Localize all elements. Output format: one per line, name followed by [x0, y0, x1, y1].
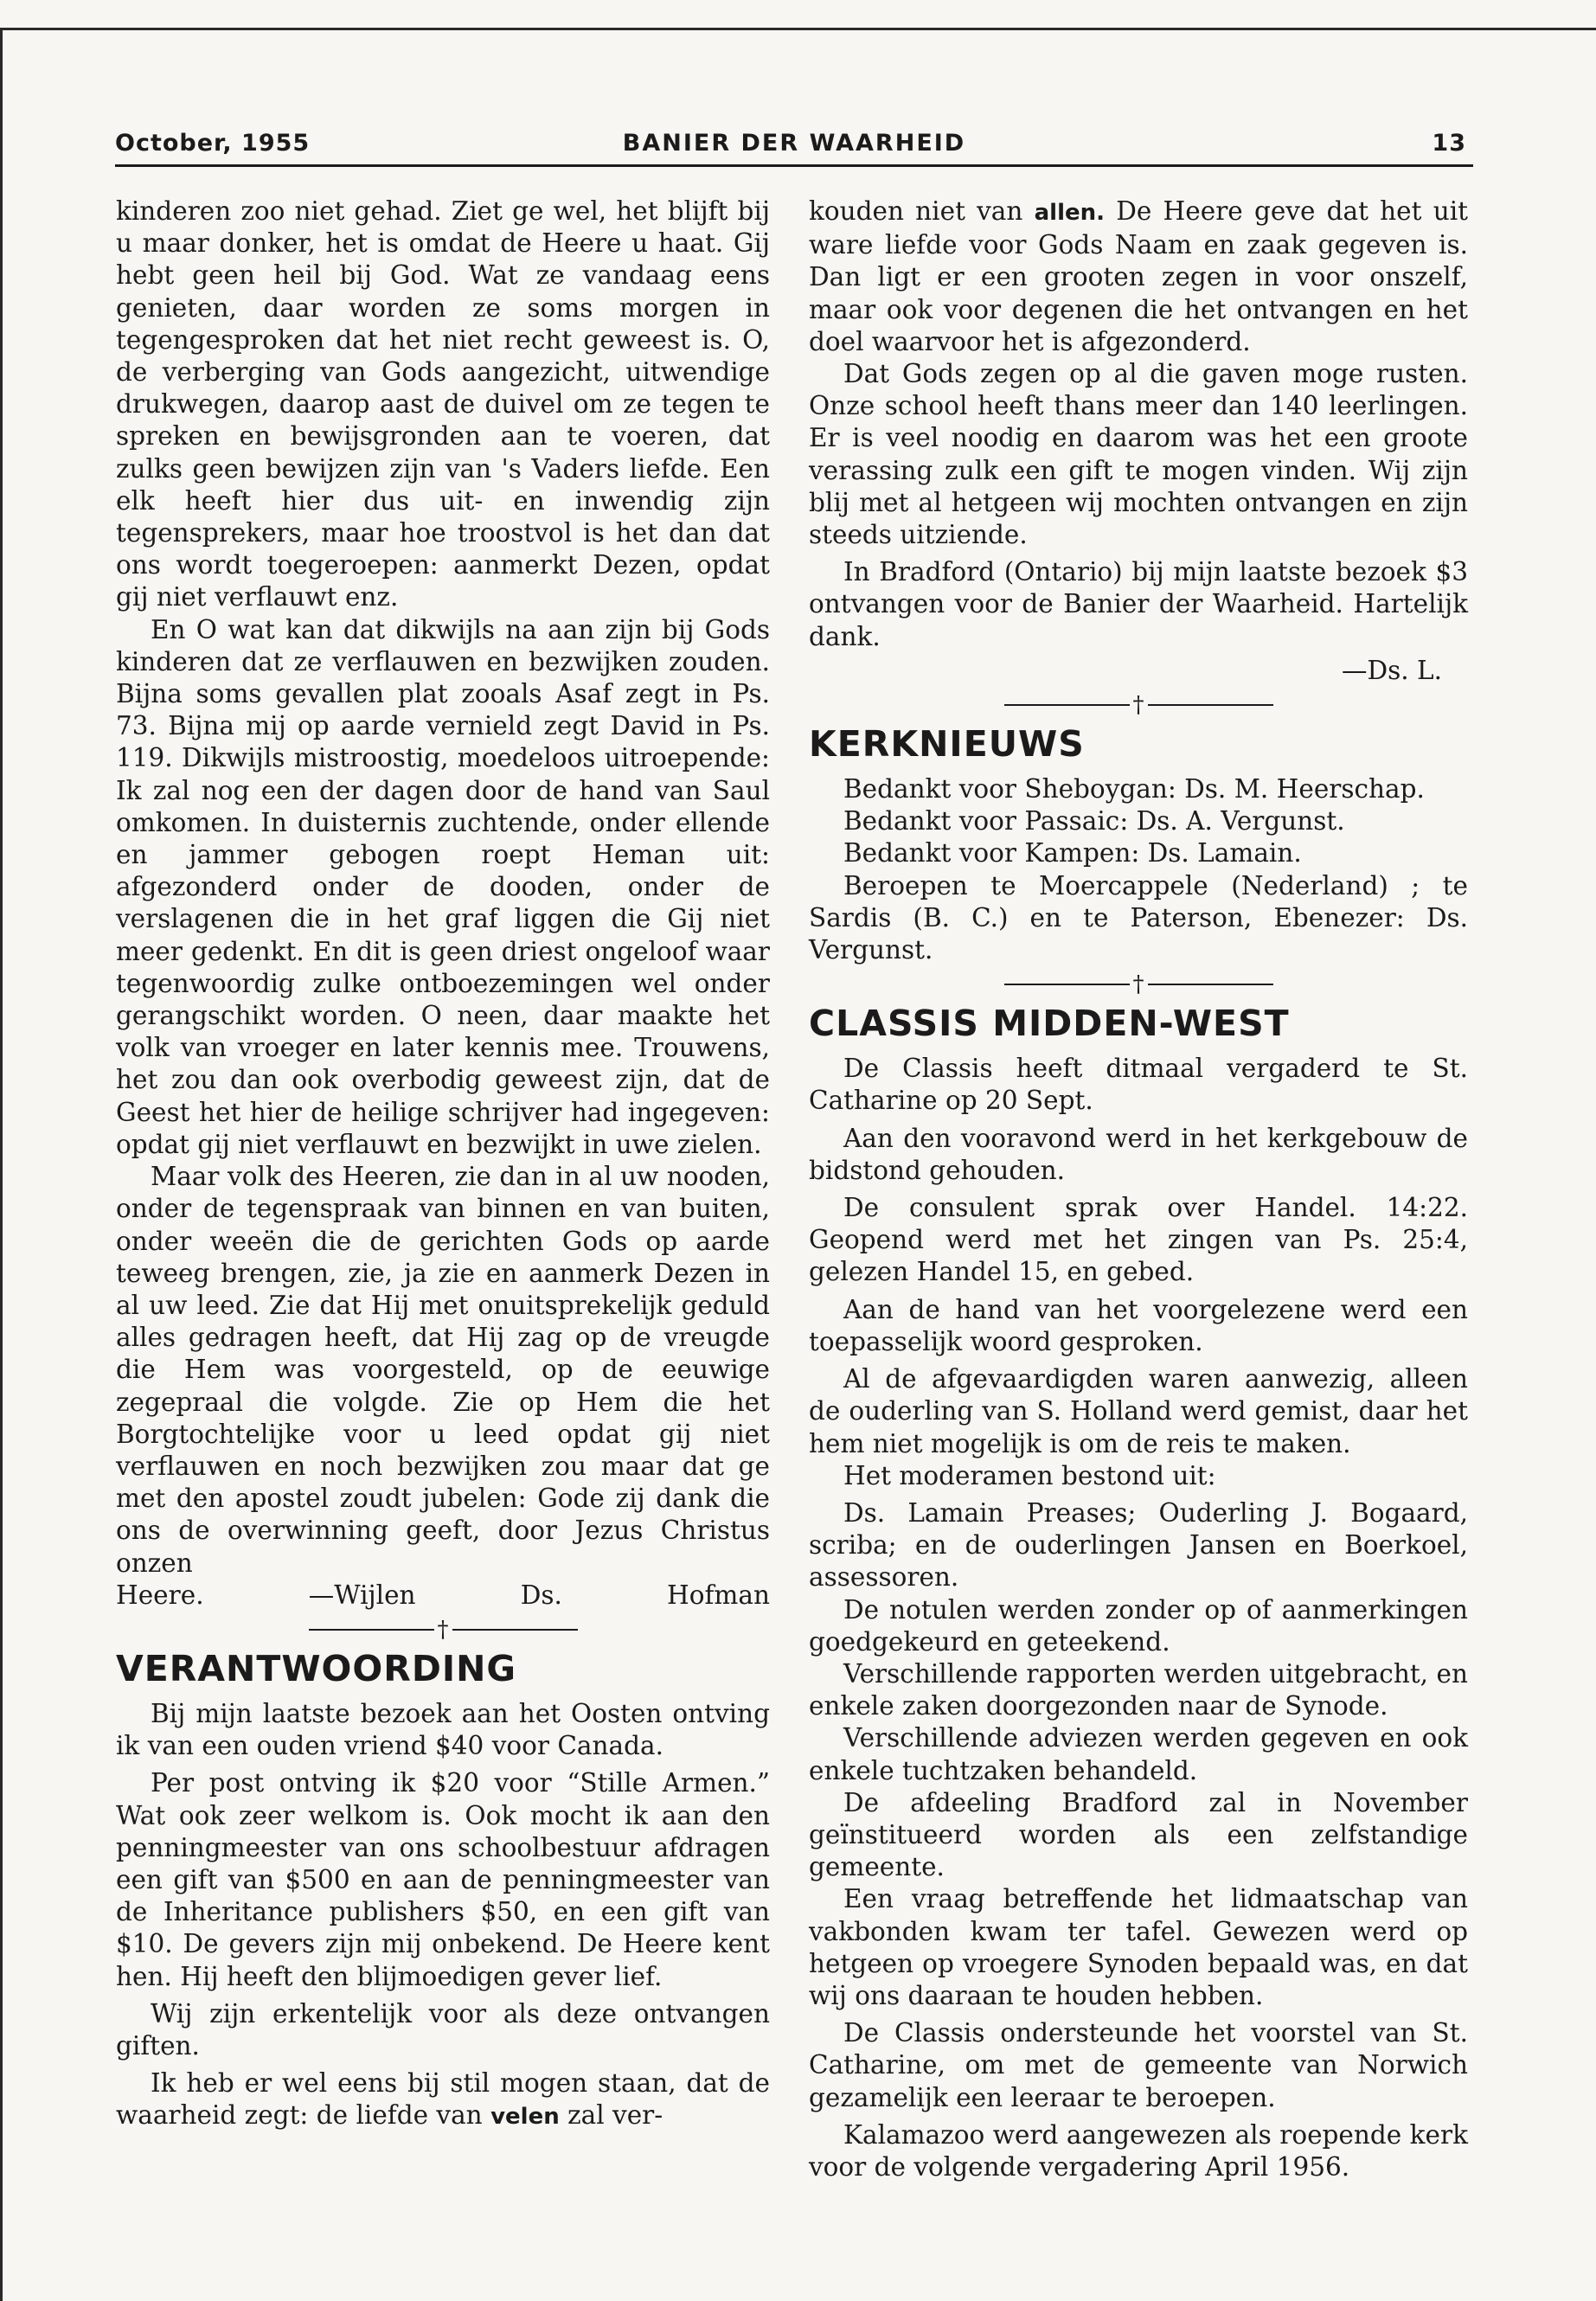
classis-paragraph: Al de afgevaardigden waren aanwezig, alleen de ouderling van S. Holland werd gemist, daar het hem niet mogelijk is om de reis te maken. — [809, 1364, 1468, 1458]
cross-icon: † — [1132, 692, 1144, 719]
classis-paragraph: Een vraag betreffende het lidmaatschap van vakbonden kwam ter tafel. Gewezen werd op hetgeen op vroegere Synoden bepaald was, en dat wij ons daaraan te houden hebben. — [809, 1884, 1468, 2010]
running-header — [115, 130, 1473, 166]
section-divider — [809, 966, 1468, 1001]
news-line: Beroepen te Moercappele (Nederland) ; te Sardis (B. C.) en te Paterson, Ebenezer: Ds. Vergunst. — [809, 870, 1468, 965]
page-number: 13 — [1432, 130, 1466, 157]
cross-icon: † — [437, 1616, 449, 1643]
section-heading: VERANTWOORDING — [116, 1647, 517, 1689]
classis-paragraph: Het moderamen bestond uit: — [843, 1460, 1216, 1490]
section-divider — [809, 687, 1468, 721]
author-signature: —Ds. L. — [1341, 655, 1442, 685]
article-paragraph: In Bradford (Ontario) bij mijn laatste bezoek $3 ontvangen voor de Banier der Waarheid. Hartelijk dank. — [809, 557, 1468, 651]
classis-paragraph: De consulent sprak over Handel. 14:22. Geopend werd met het zingen van Ps. 25:4, gelezen Handel 15, en gebed. — [809, 1193, 1468, 1287]
article-paragraph: kinderen zoo niet gehad. Ziet ge wel, het blijft bij u maar donker, het is omdat de Heere u haat. Gij hebt geen heil bij God. Wat ze vandaag eens genieten, daar worden ze soms morgen in tegengesproken dat het niet recht geweest is. O, de verberging van Gods aangezicht, uitwendige drukwegen, daarop aast de duivel om ze tegen te spreken en bewijsgronden aan te voeren, dat zulks geen bewijzen zijn van 's Vaders liefde. Een elk heeft hier dus uit- en inwendig zijn tegensprekers, maar hoe troostvol is het dan dat ons wordt toegeroepen: aanmerkt Dezen, opdat gij niet verflauwt enz. — [116, 196, 770, 612]
left-column — [116, 195, 770, 2134]
header-rule — [115, 164, 1473, 167]
verantwoording-paragraph — [116, 2067, 770, 2133]
classis-paragraph: De Classis ondersteunde het voorstel van St. Catharine, om met de gemeente van Norwich gezamelijk een leeraar te beroepen. — [809, 2018, 1468, 2112]
divider-line — [1148, 704, 1273, 706]
news-line: Bedankt voor Kampen: Ds. Lamain. — [843, 838, 1302, 868]
verantwoording-paragraph: Per post ontving ik $20 voor “Stille Armen.” Wat ook zeer welkom is. Ook mocht ik aan den penningmeester van ons schoolbestuur afdragen een gift van $500 en aan de penningmeester van de Inheritance publishers $50, en een gift van $10. De gevers zijn mij onbekend. De Heere kent hen. Hij heeft den blijmoedigen gever lief. — [116, 1768, 770, 1991]
article-paragraph: Dat Gods zegen op al die gaven moge rusten. Onze school heeft thans meer dan 140 leerlingen. Er is veel noodig en daarom was het een groote verassing zulk een gift te mogen vinden. Wij zijn blij met al hetgeen wij mochten ontvangen en zijn steeds uitziende. — [809, 359, 1468, 550]
author-signature: —Wijlen Ds. Hofman — [308, 1580, 770, 1610]
page-border-top — [0, 28, 1596, 30]
text-run: Ik heb er wel eens bij stil mogen staan, dat de waarheid zegt: de liefde van — [116, 2068, 770, 2131]
classis-paragraph: De notulen werden zonder op of aanmerkingen goedgekeurd en geteekend. — [809, 1594, 1468, 1657]
publication-title: BANIER DER WAARHEID — [622, 130, 966, 157]
article-paragraph — [809, 195, 1468, 358]
news-line: Bedankt voor Sheboygan: Ds. M. Heerschap. — [843, 774, 1425, 804]
bold-word: allen. — [1034, 200, 1106, 226]
section-divider — [116, 1612, 770, 1646]
text-run: zal ver- — [567, 2100, 663, 2131]
divider-line — [1004, 984, 1130, 985]
news-line: Bedankt voor Passaic: Ds. A. Vergunst. — [843, 806, 1345, 836]
classis-paragraph: Verschillende adviezen werden gegeven en ook enkele tuchtzaken behandeld. — [809, 1723, 1468, 1785]
cross-icon: † — [1132, 971, 1144, 998]
closing-word: Heere. — [116, 1580, 204, 1610]
classis-paragraph: Verschillende rapporten werden uitgebracht, en enkele zaken doorgezonden naar de Synode. — [809, 1658, 1468, 1721]
classis-paragraph: Aan de hand van het voorgelezene werd een toepasselijk woord gesproken. — [809, 1294, 1468, 1356]
divider-line — [309, 1629, 434, 1631]
classis-paragraph: Ds. Lamain Preases; Ouderling J. Bogaard, scriba; en de ouderlingen Jansen en Boerkoel, assessoren. — [809, 1497, 1468, 1593]
classis-paragraph: Kalamazoo werd aangewezen als roepende kerk voor de volgende vergadering April 1956. — [809, 2119, 1468, 2182]
divider-line — [452, 1629, 578, 1631]
article-closing-line — [116, 1580, 770, 1612]
article-paragraph: En O wat kan dat dikwijls na aan zijn bij Gods kinderen dat ze verflauwen en bezwijken zouden. Bijna soms gevallen plat zooals Asaf zegt in Ps. 73. Bijna mij op aarde vernield zegt David in Ps. 119. Dikwijls mistroostig, moedeloos uitroepende: Ik zal nog een der dagen door de hand van Saul omkomen. In duisternis zuchtende, onder ellende en jammer gebogen roept Heman uit: afgezonderd onder de dooden, onder de verslagenen die in het graf liggen die Gij niet meer gedenkt. En dit is geen driest ongeloof waar tegenwoordig zulke ontboezemingen wel onder gerangschikt worden. O neen, daar maakte het volk van vroeger en later kennis mee. Trouwens, het zou dan ook overbodig geweest zijn, dat de Geest het hier de heilige schrijver had ingegeven: opdat gij niet verflauwt en bezwijkt in uwe zielen. — [116, 614, 770, 1159]
divider-line — [1148, 984, 1273, 985]
classis-paragraph: De Classis heeft ditmaal vergaderd te St. Catharine op 20 Sept. — [809, 1054, 1468, 1116]
bold-word: velen — [490, 2104, 560, 2131]
section-heading: CLASSIS MIDDEN-WEST — [809, 1003, 1290, 1045]
classis-paragraph: Aan den vooravond werd in het kerkgebouw de bidstond gehouden. — [809, 1123, 1468, 1185]
section-heading: KERKNIEUWS — [809, 723, 1085, 766]
divider-line — [1004, 704, 1130, 706]
article-paragraph: Maar volk des Heeren, zie dan in al uw nooden, onder de tegenspraak van binnen en van buiten, onder weeën die de gerichten Gods op aarde teweeg brengen, zie, ja zie en aanmerk Dezen in al uw leed. Zie dat Hij met onuitsprekelijk geduld alles gedragen heeft, dat Hij zag op de vreugde die Hem was voorgesteld, op de eeuwige zegepraal die volgde. Zie op Hem die het Borgtochtelijke voor u leed opdat gij niet verflauwen en noch bezwijken zou maar dat ge met den apostel zoudt jubelen: Gode zij dank die ons de overwinning geeft, door Jezus Christus onzen — [116, 1162, 770, 1578]
page-border-left — [0, 28, 3, 2301]
classis-paragraph: De afdeeling Bradford zal in November geïnstitueerd worden als een zelfstandige gemeente. — [809, 1787, 1468, 1882]
right-column — [809, 195, 1468, 2183]
verantwoording-paragraph: Wij zijn erkentelijk voor als deze ontvangen giften. — [116, 1998, 770, 2061]
verantwoording-paragraph: Bij mijn laatste bezoek aan het Oosten ontving ik van een ouden vriend $40 voor Canada. — [116, 1698, 770, 1761]
text-run: kouden niet van — [809, 196, 1023, 226]
issue-date: October, 1955 — [115, 130, 311, 157]
text-run: De Heere geve dat het uit ware liefde voor Gods Naam en zaak gegeven is. Dan ligt er een grooten zegen in voor onszelf, maar ook voor degenen die het ontvangen en het doel waarvoor het is afgezonderd. — [809, 196, 1468, 356]
